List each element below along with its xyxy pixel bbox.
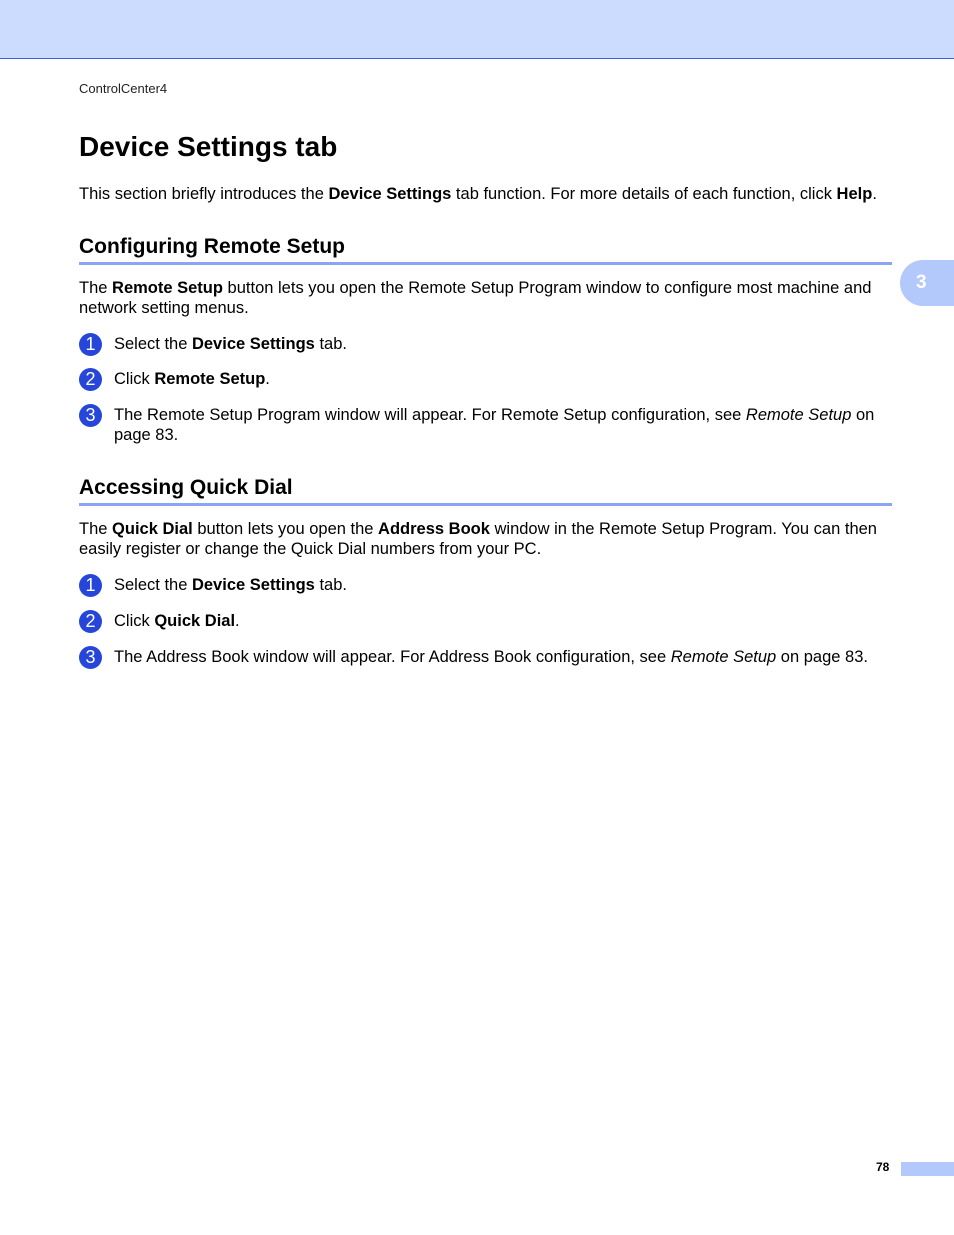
step-number-badge: 1 [79,574,102,597]
para-text: The [79,279,113,297]
step-bold: Device Settings [191,335,315,353]
step-text-part: . [235,612,240,630]
step-text [114,575,894,595]
step-text-part: tab. [314,576,347,594]
para-text: button lets you open the [192,520,379,538]
intro-bold-device-settings: Device Settings [328,185,452,203]
page-title: Device Settings tab [79,131,338,162]
top-header-band [0,0,954,59]
step-text-part: . [265,370,270,388]
step-text-part: Select the [114,335,192,353]
remote-setup-paragraph [79,278,894,318]
para-bold: Address Book [378,520,490,538]
step-text-part: The Address Book window will appear. For Address Book configuration, see [114,648,671,666]
intro-text: . [872,185,877,203]
section-heading-remote-setup: Configuring Remote Setup [79,235,892,265]
para-text: window in the Remote Setup Program. You can then easily register or change the Quick Dial numbers from your PC. [79,520,877,558]
section-heading-quick-dial: Accessing Quick Dial [79,476,892,506]
quick-dial-paragraph [79,519,894,559]
running-header: ControlCenter4 [79,81,168,96]
para-text: The [79,520,113,538]
chapter-tab [900,260,954,306]
step-text-part: Select the [114,576,192,594]
page-number: 78 [876,1160,890,1174]
remote-setup-reference: Remote Setup [670,648,777,666]
step-bold: Remote Setup [154,370,266,388]
step-bold: Quick Dial [154,612,236,630]
step-text [114,369,894,389]
intro-paragraph [79,184,894,204]
step-text [114,334,894,354]
step-number-badge: 2 [79,368,102,391]
chapter-number: 3 [916,272,927,293]
step-number-badge: 2 [79,610,102,633]
step-number-badge: 1 [79,333,102,356]
step-text [114,611,894,631]
footer-bar [901,1162,954,1176]
step-number-badge: 3 [79,404,102,427]
step-bold: Device Settings [191,576,315,594]
step-number-badge: 3 [79,646,102,669]
step-text-part: Click [114,612,155,630]
para-bold: Remote Setup [112,279,223,297]
intro-bold-help: Help [836,185,873,203]
intro-text: This section briefly introduces the [79,185,329,203]
step-text [114,405,894,445]
step-text-part: tab. [314,335,347,353]
step-text [114,647,894,667]
step-text-part: Click [114,370,155,388]
para-text: button lets you open the Remote Setup Program window to configure most machine and network setting menus. [79,279,872,317]
step-text-part: on page 83. [776,648,868,666]
intro-text: tab function. For more details of each function, click [451,185,837,203]
step-text-part: The Remote Setup Program window will appear. For Remote Setup configuration, see [114,406,746,424]
step-text-part: on page 83. [114,406,875,444]
para-bold: Quick Dial [112,520,193,538]
remote-setup-reference: Remote Setup [745,406,852,424]
